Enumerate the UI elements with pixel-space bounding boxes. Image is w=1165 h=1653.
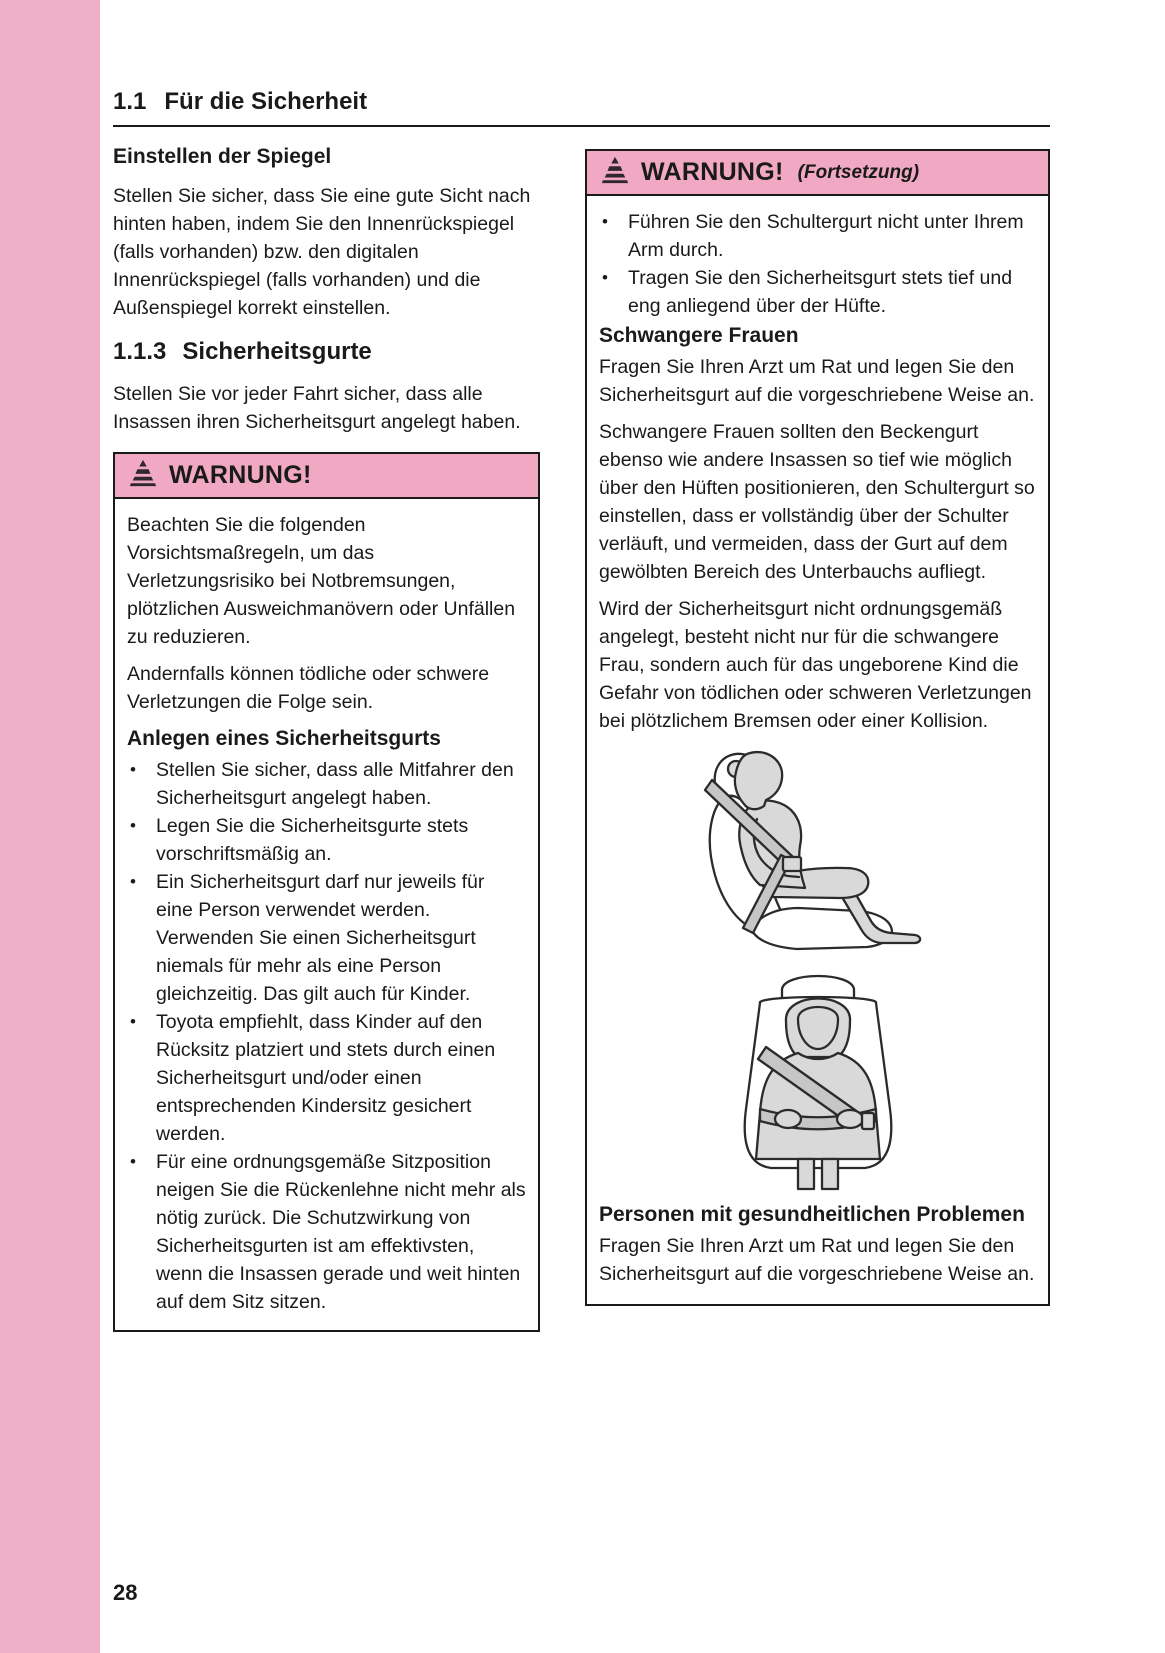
seatbelt-illustrations (599, 745, 1036, 1191)
warning-paragraph: Beachten Sie die folgenden Vorsichtsmaßregeln, um das Verletzungsrisiko bei Notbremsungen, plötzlichen Ausweichmanövern oder Unfällen zu reduzieren. (127, 514, 516, 648)
pregnant-women-subheading: Schwangere Frauen (599, 324, 799, 347)
warning-box (113, 452, 540, 1332)
warning-triangle-icon (599, 156, 631, 189)
bullet-marker: • (130, 760, 136, 779)
warning-continuation-label: (Fortsetzung) (797, 161, 920, 183)
pregnant-paragraph: Schwangere Frauen sollten den Beckengurt ebenso wie andere Insassen so tief wie möglich über den Hüften positionieren, den Schultergurt so einstellen, dass er vollständig über der Schulter verläuft, und vermeiden, dass der Gurt auf dem gewölbten Bereich des Unterbauchs aufliegt. (599, 421, 1035, 583)
seatbelt-paragraph: Stellen Sie vor jeder Fahrt sicher, dass alle Insassen ihren Sicherheitsgurt angelegt haben. (113, 383, 521, 433)
warning-body (587, 196, 1048, 1304)
bullet-marker: • (130, 1152, 136, 1171)
bullet-list (599, 208, 1036, 320)
header-rule (113, 125, 1050, 127)
warning-body (115, 499, 538, 1330)
bullet-text: Stellen Sie sicher, dass alle Mitfahrer den Sicherheitsgurt angelegt haben. (156, 759, 514, 809)
bullet-item (599, 264, 1036, 320)
warning-continuation-box (585, 149, 1050, 1306)
seatbelt-section-title: Sicherheitsgurte (182, 338, 372, 365)
warning-header (587, 151, 1048, 196)
section-number: 1.1 (113, 88, 147, 115)
bullet-item (599, 208, 1036, 264)
warning-title: WARNUNG! (169, 461, 312, 489)
bullet-marker: • (130, 1012, 136, 1031)
bullet-marker: • (602, 212, 608, 231)
pregnant-paragraph: Fragen Sie Ihren Arzt um Rat und legen Sie den Sicherheitsgurt auf die vorgeschriebene Weise an. (599, 356, 1035, 406)
bullet-text: Toyota empfiehlt, dass Kinder auf den Rücksitz platziert und stets durch einen Sicherheitsgurt und/oder einen entsprechenden Kindersitz gesichert werden. (156, 1011, 496, 1145)
bullet-item (127, 1148, 526, 1316)
warning-paragraph: Andernfalls können tödliche oder schwere Verletzungen die Folge sein. (127, 663, 490, 713)
bullet-marker: • (130, 872, 136, 891)
warning-triangle-icon (127, 459, 159, 492)
warning-header (115, 454, 538, 499)
health-problems-subheading: Personen mit gesundheitlichen Problemen (599, 1203, 1025, 1226)
seatbelt-section-number: 1.1.3 (113, 338, 167, 365)
health-paragraph: Fragen Sie Ihren Arzt um Rat und legen Sie den Sicherheitsgurt auf die vorgeschriebene Weise an. (599, 1235, 1035, 1285)
bullet-text: Ein Sicherheitsgurt darf nur jeweils für eine Person verwendet werden. Verwenden Sie einen Sicherheitsgurt niemals für mehr als eine Person gleichzeitig. Das gilt auch für Kinder. (156, 871, 485, 1005)
warning-title: WARNUNG! (641, 158, 784, 186)
warning-subheading: Anlegen eines Sicherheitsgurts (127, 727, 441, 750)
bullet-item (127, 756, 526, 812)
bullet-marker: • (130, 816, 136, 835)
left-column (113, 143, 540, 1332)
bullet-text: Führen Sie den Schultergurt nicht unter Ihrem Arm durch. (628, 211, 1024, 261)
page-number: 28 (113, 1580, 138, 1605)
bullet-marker: • (602, 268, 608, 287)
section-title: Für die Sicherheit (164, 88, 368, 115)
bullet-text: Tragen Sie den Sicherheitsgurt stets tief und eng anliegend über der Hüfte. (628, 267, 1013, 317)
bullet-text: Für eine ordnungsgemäße Sitzposition neigen Sie die Rückenlehne nicht mehr als nötig zurück. Die Schutzwirkung von Sicherheitsgurten ist am effektivsten, wenn die Insassen gerade und weit hinten auf dem Sitz sitzen. (156, 1151, 526, 1313)
bullet-item (127, 1008, 526, 1148)
pregnant-woman-side-view-illustration (687, 745, 949, 953)
pregnant-woman-front-view-illustration (710, 963, 926, 1191)
section-header (113, 88, 1050, 116)
mirror-paragraph: Stellen Sie sicher, dass Sie eine gute Sicht nach hinten haben, indem Sie den Innenrückspiegel (falls vorhanden) bzw. den digitalen Innenrückspiegel (falls vorhanden) und die Außenspiegel korrekt einstellen. (113, 185, 531, 319)
two-column-layout (113, 143, 1050, 1332)
pregnant-paragraph: Wird der Sicherheitsgurt nicht ordnungsgemäß angelegt, besteht nicht nur für die schwangere Frau, sondern auch für das ungeborene Kind die Gefahr von tödlichen oder schweren Verletzungen bei plötzlichem Bremsen oder einer Kollision. (599, 598, 1032, 732)
bullet-text: Legen Sie die Sicherheitsgurte stets vorschriftsmäßig an. (156, 815, 469, 865)
bullet-item (127, 812, 526, 868)
seatbelt-section-heading (113, 338, 540, 366)
bullet-list (127, 756, 526, 1316)
right-column (585, 143, 1050, 1306)
page-content (113, 88, 1050, 1332)
mirror-heading: Einstellen der Spiegel (113, 145, 332, 168)
page-edge-strip (0, 0, 100, 1653)
bullet-item (127, 868, 526, 1008)
